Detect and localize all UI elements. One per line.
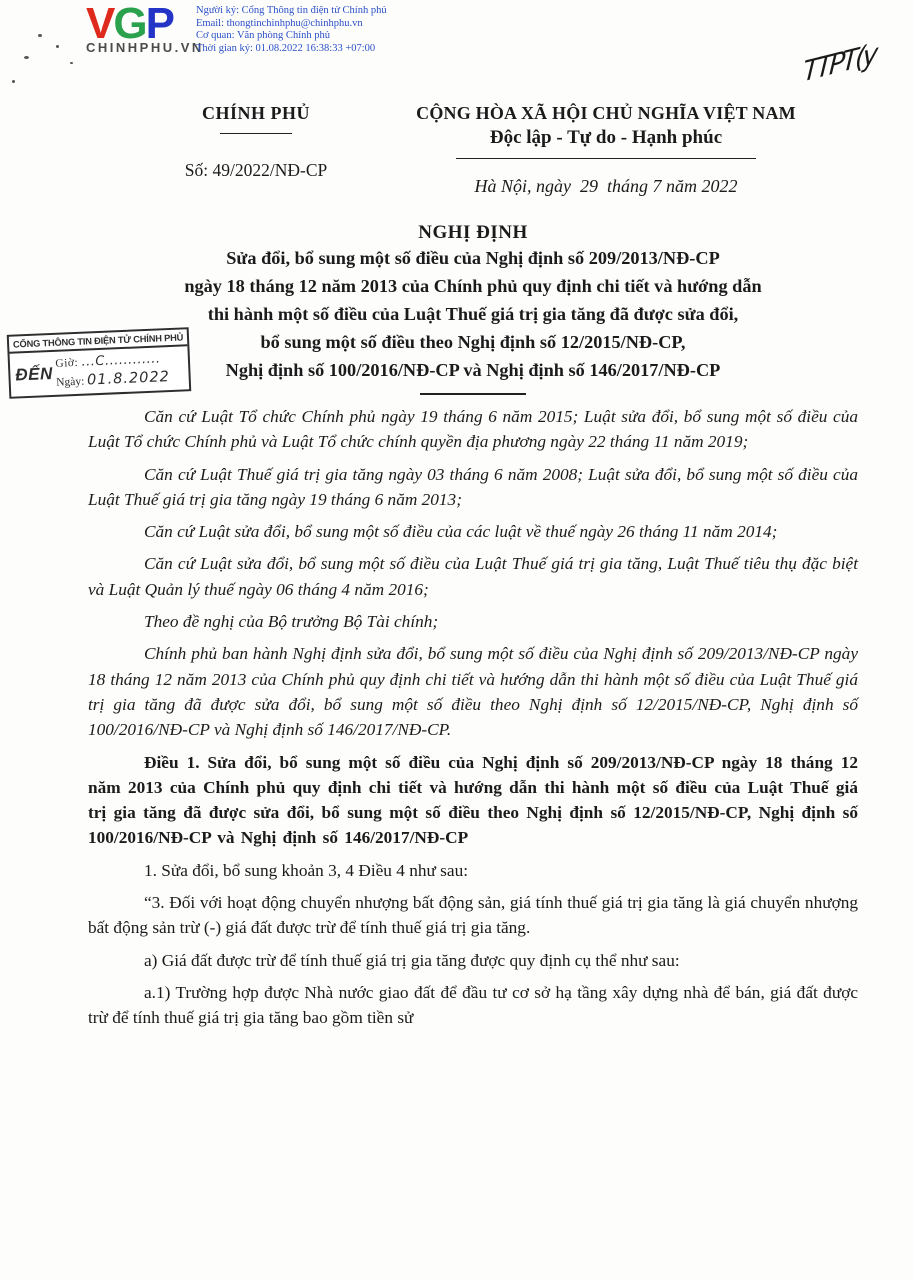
- vgp-logo: [86, 0, 204, 55]
- decree-heading: NGHỊ ĐỊNH: [418, 222, 528, 243]
- title-line: ngày 18 tháng 12 năm 2013 của Chính phủ quy định chi tiết và hướng dẫn: [184, 276, 762, 296]
- signature-email: Email: thongtinchinhphu@chinhphu.vn: [196, 17, 363, 29]
- stamp-time-value: ...C............: [81, 351, 161, 370]
- digital-signature-block: [196, 5, 431, 55]
- enactment-paragraph: Chính phủ ban hành Nghị định sửa đổi, bổ sung một số điều của Nghị định số 209/2013/NĐ-CP ngày 18 tháng 12 năm 2013 của Chính phủ quy định chi tiết và hướng dẫn thi hành một số điều của Luật Thuế giá trị gia tăng đã được sửa đổi, bổ sung một số điều theo Nghị định số 12/2015/NĐ-CP, Nghị định số 100/2016/NĐ-CP và Nghị định số 146/2017/NĐ-CP.: [88, 644, 858, 740]
- motto-underline: [456, 158, 756, 159]
- title-underline: [420, 393, 526, 395]
- logo-caption: CHINHPHU.VN: [86, 40, 204, 55]
- clause-paragraph: 1. Sửa đổi, bổ sung khoản 3, 4 Điều 4 như sau:: [144, 860, 469, 880]
- title-line: bổ sung một số điều theo Nghị định số 12/2015/NĐ-CP,: [260, 332, 686, 352]
- title-line: Sửa đổi, bổ sung một số điều của Nghị định số 209/2013/NĐ-CP: [226, 248, 720, 268]
- logo-letter-g: G: [113, 0, 146, 48]
- stamp-date-value: 01.8.2022: [86, 369, 171, 389]
- signature-agency: Cơ quan: Văn phòng Chính phủ: [196, 30, 330, 41]
- header-right: [402, 103, 810, 197]
- scan-speck: [70, 62, 73, 64]
- title-line: Nghị định số 100/2016/NĐ-CP và Nghị định số 146/2017/NĐ-CP: [225, 360, 721, 380]
- place-and-date: Hà Nội, ngày 29 tháng 7 năm 2022: [474, 176, 738, 196]
- document-header: [0, 103, 914, 197]
- clause-paragraph: “3. Đối với hoạt động chuyển nhượng bất động sản, giá tính thuế giá trị gia tăng là giá chuyển nhượng bất động sản trừ (-) giá đất được trừ để tính thuế giá trị gia tăng.: [88, 893, 858, 938]
- header-left: [110, 103, 402, 197]
- national-motto: Độc lập - Tự do - Hạnh phúc: [489, 127, 723, 148]
- scan-speck: [56, 45, 59, 48]
- legal-basis-paragraph: Căn cứ Luật Tổ chức Chính phủ ngày 19 tháng 6 năm 2015; Luật sửa đổi, bổ sung một số điều của Luật Tổ chức Chính phủ và Luật Tổ chức chính quyền địa phương ngày 22 tháng 11 năm 2019;: [88, 407, 858, 452]
- legal-basis-paragraph: Căn cứ Luật sửa đổi, bổ sung một số điều của Luật Thuế giá trị gia tăng, Luật Thuế tiêu thụ đặc biệt và Luật Quản lý thuế ngày 06 tháng 4 năm 2016;: [88, 554, 858, 599]
- stamp-time-label: Giờ:: [55, 356, 79, 370]
- clause-paragraph: a.1) Trường hợp được Nhà nước giao đất để đầu tư cơ sở hạ tầng xây dựng nhà để bán, giá đất được trừ để tính thuế giá trị gia tăng bao gồm tiền sử: [88, 982, 858, 1028]
- handwritten-initials: TTPT(y: [801, 38, 877, 89]
- scan-speck: [24, 56, 29, 59]
- title-line: thi hành một số điều của Luật Thuế giá trị gia tăng đã được sửa đổi,: [207, 304, 739, 324]
- logo-letter-p: P: [145, 0, 173, 48]
- org-underline: [220, 133, 292, 134]
- signature-time: Thời gian ký: 01.08.2022 16:38:33 +07:00: [196, 42, 376, 54]
- decree-body: [88, 404, 858, 1038]
- stamp-date-label: Ngày:: [55, 375, 85, 389]
- clause-paragraph: a) Giá đất được trừ để tính thuế giá trị gia tăng được quy định cụ thể như sau:: [144, 950, 680, 970]
- stamp-den-label: ĐẾN: [15, 363, 54, 385]
- stamp-office-name: CỔNG THÔNG TIN ĐIỆN TỬ CHÍNH PHỦ: [9, 329, 188, 353]
- legal-basis-paragraph: Căn cứ Luật sửa đổi, bổ sung một số điều của các luật về thuế ngày 26 tháng 11 năm 2014;: [144, 522, 778, 542]
- country-name: CỘNG HÒA XÃ HỘI CHỦ NGHĨA VIỆT NAM: [416, 103, 796, 123]
- signature-signer: Người ký: Cổng Thông tin điện tử Chính phủ: [196, 5, 387, 16]
- decree-title-block: [88, 222, 858, 395]
- proposal-paragraph: Theo đề nghị của Bộ trưởng Bộ Tài chính;: [144, 612, 439, 632]
- issuing-org: CHÍNH PHỦ: [202, 103, 310, 123]
- legal-basis-paragraph: Căn cứ Luật Thuế giá trị gia tăng ngày 03 tháng 6 năm 2008; Luật sửa đổi, bổ sung một số điều của Luật Thuế giá trị gia tăng ngày 19 tháng 6 năm 2013;: [88, 464, 858, 509]
- article-1-heading: Điều 1. Sửa đổi, bổ sung một số điều của Nghị định số 209/2013/NĐ-CP ngày 18 tháng 12 năm 2013 của Chính phủ quy định chi tiết và hướng dẫn thi hành một số điều của Luật Thuế giá trị gia tăng đã được sửa đổi, bổ sung một số điều theo Nghị định số 12/2015/NĐ-CP, Nghị định số 100/2016/NĐ-CP và Nghị định số 146/2017/NĐ-CP: [88, 752, 858, 848]
- logo-letter-v: V: [86, 0, 114, 48]
- document-number: Số: 49/2022/NĐ-CP: [184, 160, 328, 180]
- scan-speck: [38, 34, 42, 37]
- scan-speck: [12, 80, 15, 83]
